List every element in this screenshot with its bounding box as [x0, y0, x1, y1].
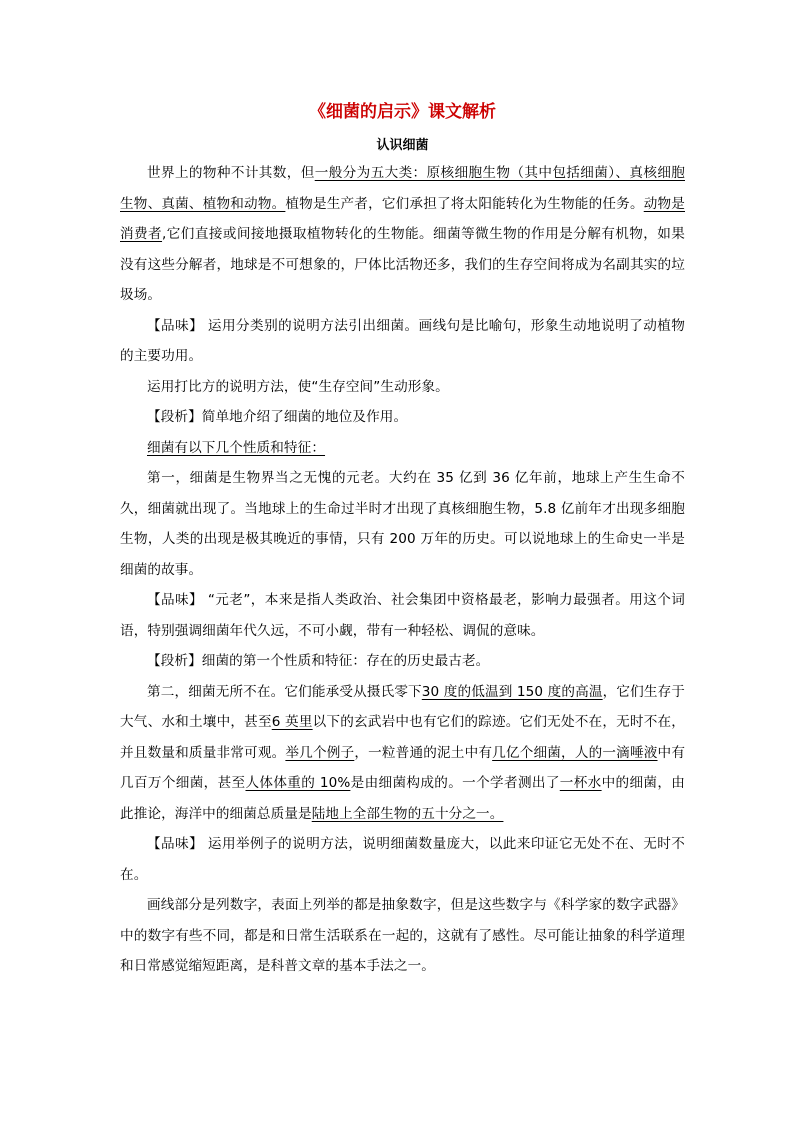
document-page — [120, 100, 685, 982]
text-run: ，它们生存于大气、水和土壤中，甚至 — [120, 683, 686, 730]
paragraph-intro — [120, 158, 685, 311]
text-run: 世界上的物种不计其数，但 — [147, 165, 315, 181]
underlined-text: 一杯水 — [559, 775, 602, 791]
underlined-text: 一般分为五大类：原核细胞生物（其中包括细菌）、真核细胞生物、真菌、植物和动物。 — [120, 165, 685, 212]
underlined-text: 细菌有以下几个性质和特征： — [147, 439, 326, 456]
paragraph-features-heading — [120, 433, 685, 464]
text-run: 植物是生产者，它们承担了将太阳能转化为生物能的任务。 — [285, 195, 644, 212]
text-run: 以下的玄武岩中也有它们的踪迹。它们无处不在，无时不在，并且数量和质量非常可观。 — [120, 714, 685, 761]
text-run: 中有几百万个细菌，甚至 — [120, 744, 686, 791]
section-heading: 认识细菌 — [376, 138, 429, 153]
text-run: ，一粒普通的泥土中有 — [354, 744, 493, 761]
underlined-text: 几亿个细菌，人的一滴唾液 — [492, 744, 658, 761]
document-title: 《细菌的启示》课文解析 — [309, 102, 496, 122]
paragraph-feature-1: 第一，细菌是生物界当之无愧的元老。大约在 35 亿到 36 亿年前，地球上产生生命不久，细菌就出现了。当地球上的生命过半时才出现了真核细胞生物，5.8 亿前年才出现多细胞生物，人类的出现是极其晚近的事情，只有 200 万年的历史。可以说地球上的生命史一半是细菌的故事。 — [120, 470, 685, 578]
paragraph-number-note: 画线部分是列数字，表面上列举的都是抽象数字，但是这些数字与《科学家的数字武器》中的数字有些不同，都是和日常生活联系在一起的，这就有了感性。尽可能让抽象的科学道理和日常感觉缩短距离，是科普文章的基本手法之一。 — [120, 897, 685, 974]
text-run: 是由细菌构成的。一个学者测出了 — [350, 775, 560, 791]
underlined-text: 6 英里 — [271, 714, 313, 730]
text-run: 第二，细菌无所不在。它们能承受从摄氏零下 — [147, 683, 422, 700]
underlined-text: 举几个例子 — [285, 744, 355, 761]
paragraph-pinwei-2: 【品味】 “元老”，本来是指人类政治、社会集团中资格最老，影响力最强者。用这个词语，特别强调细菌年代久远，不可小觑，带有一种轻松、调侃的意味。 — [120, 592, 685, 639]
paragraph-pinwei-1: 【品味】 运用分类别的说明方法引出细菌。画线句是比喻句，形象生动地说明了动植物的主要功用。 — [120, 317, 685, 364]
paragraph-feature-2 — [120, 677, 685, 830]
text-run: 中的细菌，由此推论，海洋中的细菌总质量是 — [120, 775, 685, 822]
paragraph-duanxi-1: 【段析】简单地介绍了细菌的地位及作用。 — [147, 409, 408, 425]
underlined-text: 30 度的低温到 150 度的高温 — [421, 683, 603, 700]
paragraph-duanxi-2: 【段析】细菌的第一个性质和特征：存在的历史最古老。 — [147, 653, 490, 669]
paragraph-metaphor-note: 运用打比方的说明方法，使“生存空间”生动形象。 — [147, 378, 449, 395]
text-run: ,它们直接或间接地摄取植物转化的生物能。细菌等微生物的作用是分解有机物，如果没有这些分解者，地球是不可想象的，尸体比活物还多，我们的生存空间将成为名副其实的垃圾场。 — [120, 226, 685, 303]
underlined-text: 人体体重的 10% — [245, 775, 351, 791]
underlined-text: 动物是消费者 — [120, 195, 685, 242]
underlined-text: 陆地上全部生物的五十分之一。 — [311, 805, 504, 822]
paragraph-pinwei-3: 【品味】 运用举例子的说明方法，说明细菌数量庞大，以此来印证它无处不在、无时不在。 — [120, 836, 685, 883]
